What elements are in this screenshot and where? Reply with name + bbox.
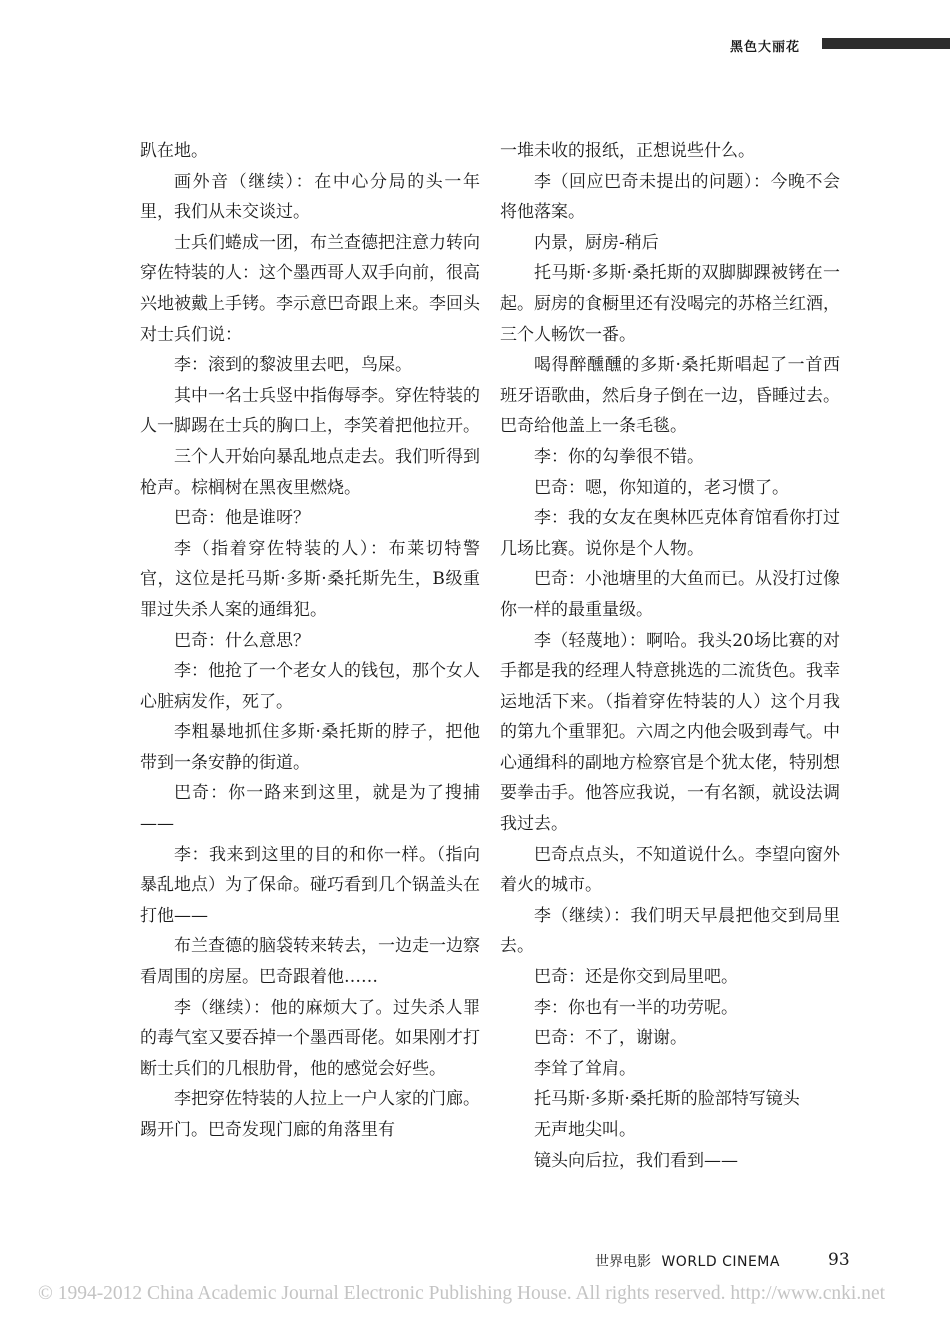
paragraph: 托马斯·多斯·桑托斯的双脚脚踝被铐在一起。厨房的食橱里还有没喝完的苏格兰红酒，三个人畅饮一番。 [500, 263, 840, 345]
paragraph: 喝得醉醺醺的多斯·桑托斯唱起了一首西班牙语歌曲，然后身子倒在一边，昏睡过去。巴奇给他盖上一条毛毯。 [500, 355, 840, 437]
right-text-column [500, 136, 840, 1176]
paragraph: 李把穿佐特装的人拉上一户人家的门廊。踢开门。巴奇发现门廊的角落里有 [140, 1089, 480, 1140]
magazine-footer [595, 1251, 780, 1271]
page-number: 93 [828, 1250, 850, 1270]
paragraph: 巴奇：不了，谢谢。 [534, 1028, 687, 1049]
paragraph: 画外音（继续）：在中心分局的头一年里，我们从未交谈过。 [140, 171, 480, 223]
paragraph: 布兰查德的脑袋转来转去，一边走一边察看周围的房屋。巴奇跟着他…… [140, 936, 480, 988]
paragraph: 巴奇：你一路来到这里，就是为了搜捕—— [140, 783, 480, 835]
paragraph: 镜头向后拉，我们看到—— [534, 1150, 738, 1171]
paragraph: 李（轻蔑地）：啊哈。我头20场比赛的对手都是我的经理人特意挑选的二流货色。我幸运地活下来。（指着穿佐特装的人）这个月我的第九个重罪犯。六周之内他会吸到毒气。中心通缉科的副地方检察官是个犹太佬，特别想要拳击手。他答应我说，一有名额，就设法调我过去。 [500, 630, 840, 835]
paragraph: 士兵们蜷成一团，布兰查德把注意力转向穿佐特装的人：这个墨西哥人双手向前，很高兴地被戴上手铐。李示意巴奇跟上来。李回头对士兵们说： [140, 232, 480, 345]
paragraph: 李：滚到的黎波里去吧，鸟屎。 [174, 355, 412, 376]
left-text-column [140, 136, 480, 1146]
paragraph: 其中一名士兵竖中指侮辱李。穿佐特装的人一脚踢在士兵的胸口上，李笑着把他拉开。 [140, 385, 480, 437]
paragraph: 李：你也有一半的功劳呢。 [534, 997, 738, 1018]
paragraph: 李：你的勾拳很不错。 [534, 446, 704, 467]
magazine-name-cn: 世界电影 [595, 1254, 651, 1270]
paragraph: 李（指着穿佐特装的人）：布莱切特警官，这位是托马斯·多斯·桑托斯先生，B级重罪过失杀人案的通缉犯。 [140, 538, 480, 620]
paragraph: 李：他抢了一个老女人的钱包，那个女人心脏病发作，死了。 [140, 661, 480, 712]
paragraph: 巴奇：什么意思？ [174, 630, 310, 651]
magazine-name-en: WORLD CINEMA [661, 1254, 780, 1270]
paragraph: 李（回应巴奇未提出的问题）：今晚不会将他落案。 [500, 171, 840, 223]
paragraph: 托马斯·多斯·桑托斯的脸部特写镜头 [534, 1089, 800, 1110]
paragraph: 无声地尖叫。 [534, 1120, 636, 1140]
header-bar [822, 38, 950, 49]
paragraph: 李：我来到这里的目的和你一样。（指向暴乱地点）为了保命。碰巧看到几个锅盖头在打他—— [140, 844, 480, 926]
paragraph: 李（继续）：我们明天早晨把他交到局里去。 [500, 905, 840, 957]
paragraph: 三个人开始向暴乱地点走去。我们听得到枪声。棕榈树在黑夜里燃烧。 [140, 446, 480, 498]
paragraph: 巴奇：他是谁呀？ [174, 508, 310, 529]
paragraph: 趴在地。 [140, 141, 208, 161]
paragraph: 巴奇：小池塘里的大鱼而已。从没打过像你一样的最重量级。 [500, 569, 840, 620]
paragraph: 巴奇：嗯，你知道的，老习惯了。 [534, 477, 789, 498]
paragraph: 李耸了耸肩。 [534, 1058, 636, 1079]
paragraph: 李：我的女友在奥林匹克体育馆看你打过几场比赛。说你是个人物。 [500, 508, 840, 559]
paragraph: 内景，厨房-稍后 [534, 232, 659, 253]
paragraph: 李粗暴地抓住多斯·桑托斯的脖子，把他带到一条安静的街道。 [140, 722, 480, 773]
paragraph: 巴奇：还是你交到局里吧。 [534, 967, 738, 988]
copyright-watermark: © 1994-2012 China Academic Journal Electronic Publishing House. All rights reserved. http://www.cnki.net [38, 1283, 886, 1304]
section-title: 黑色大丽花 [730, 40, 801, 55]
paragraph: 一堆未收的报纸，正想说些什么。 [500, 141, 755, 161]
paragraph: 李（继续）：他的麻烦大了。过失杀人罪的毒气室又要吞掉一个墨西哥佬。如果刚才打断士兵们的几根肋骨，他的感觉会好些。 [140, 997, 480, 1079]
paragraph: 巴奇点点头，不知道说什么。李望向窗外着火的城市。 [500, 844, 840, 896]
